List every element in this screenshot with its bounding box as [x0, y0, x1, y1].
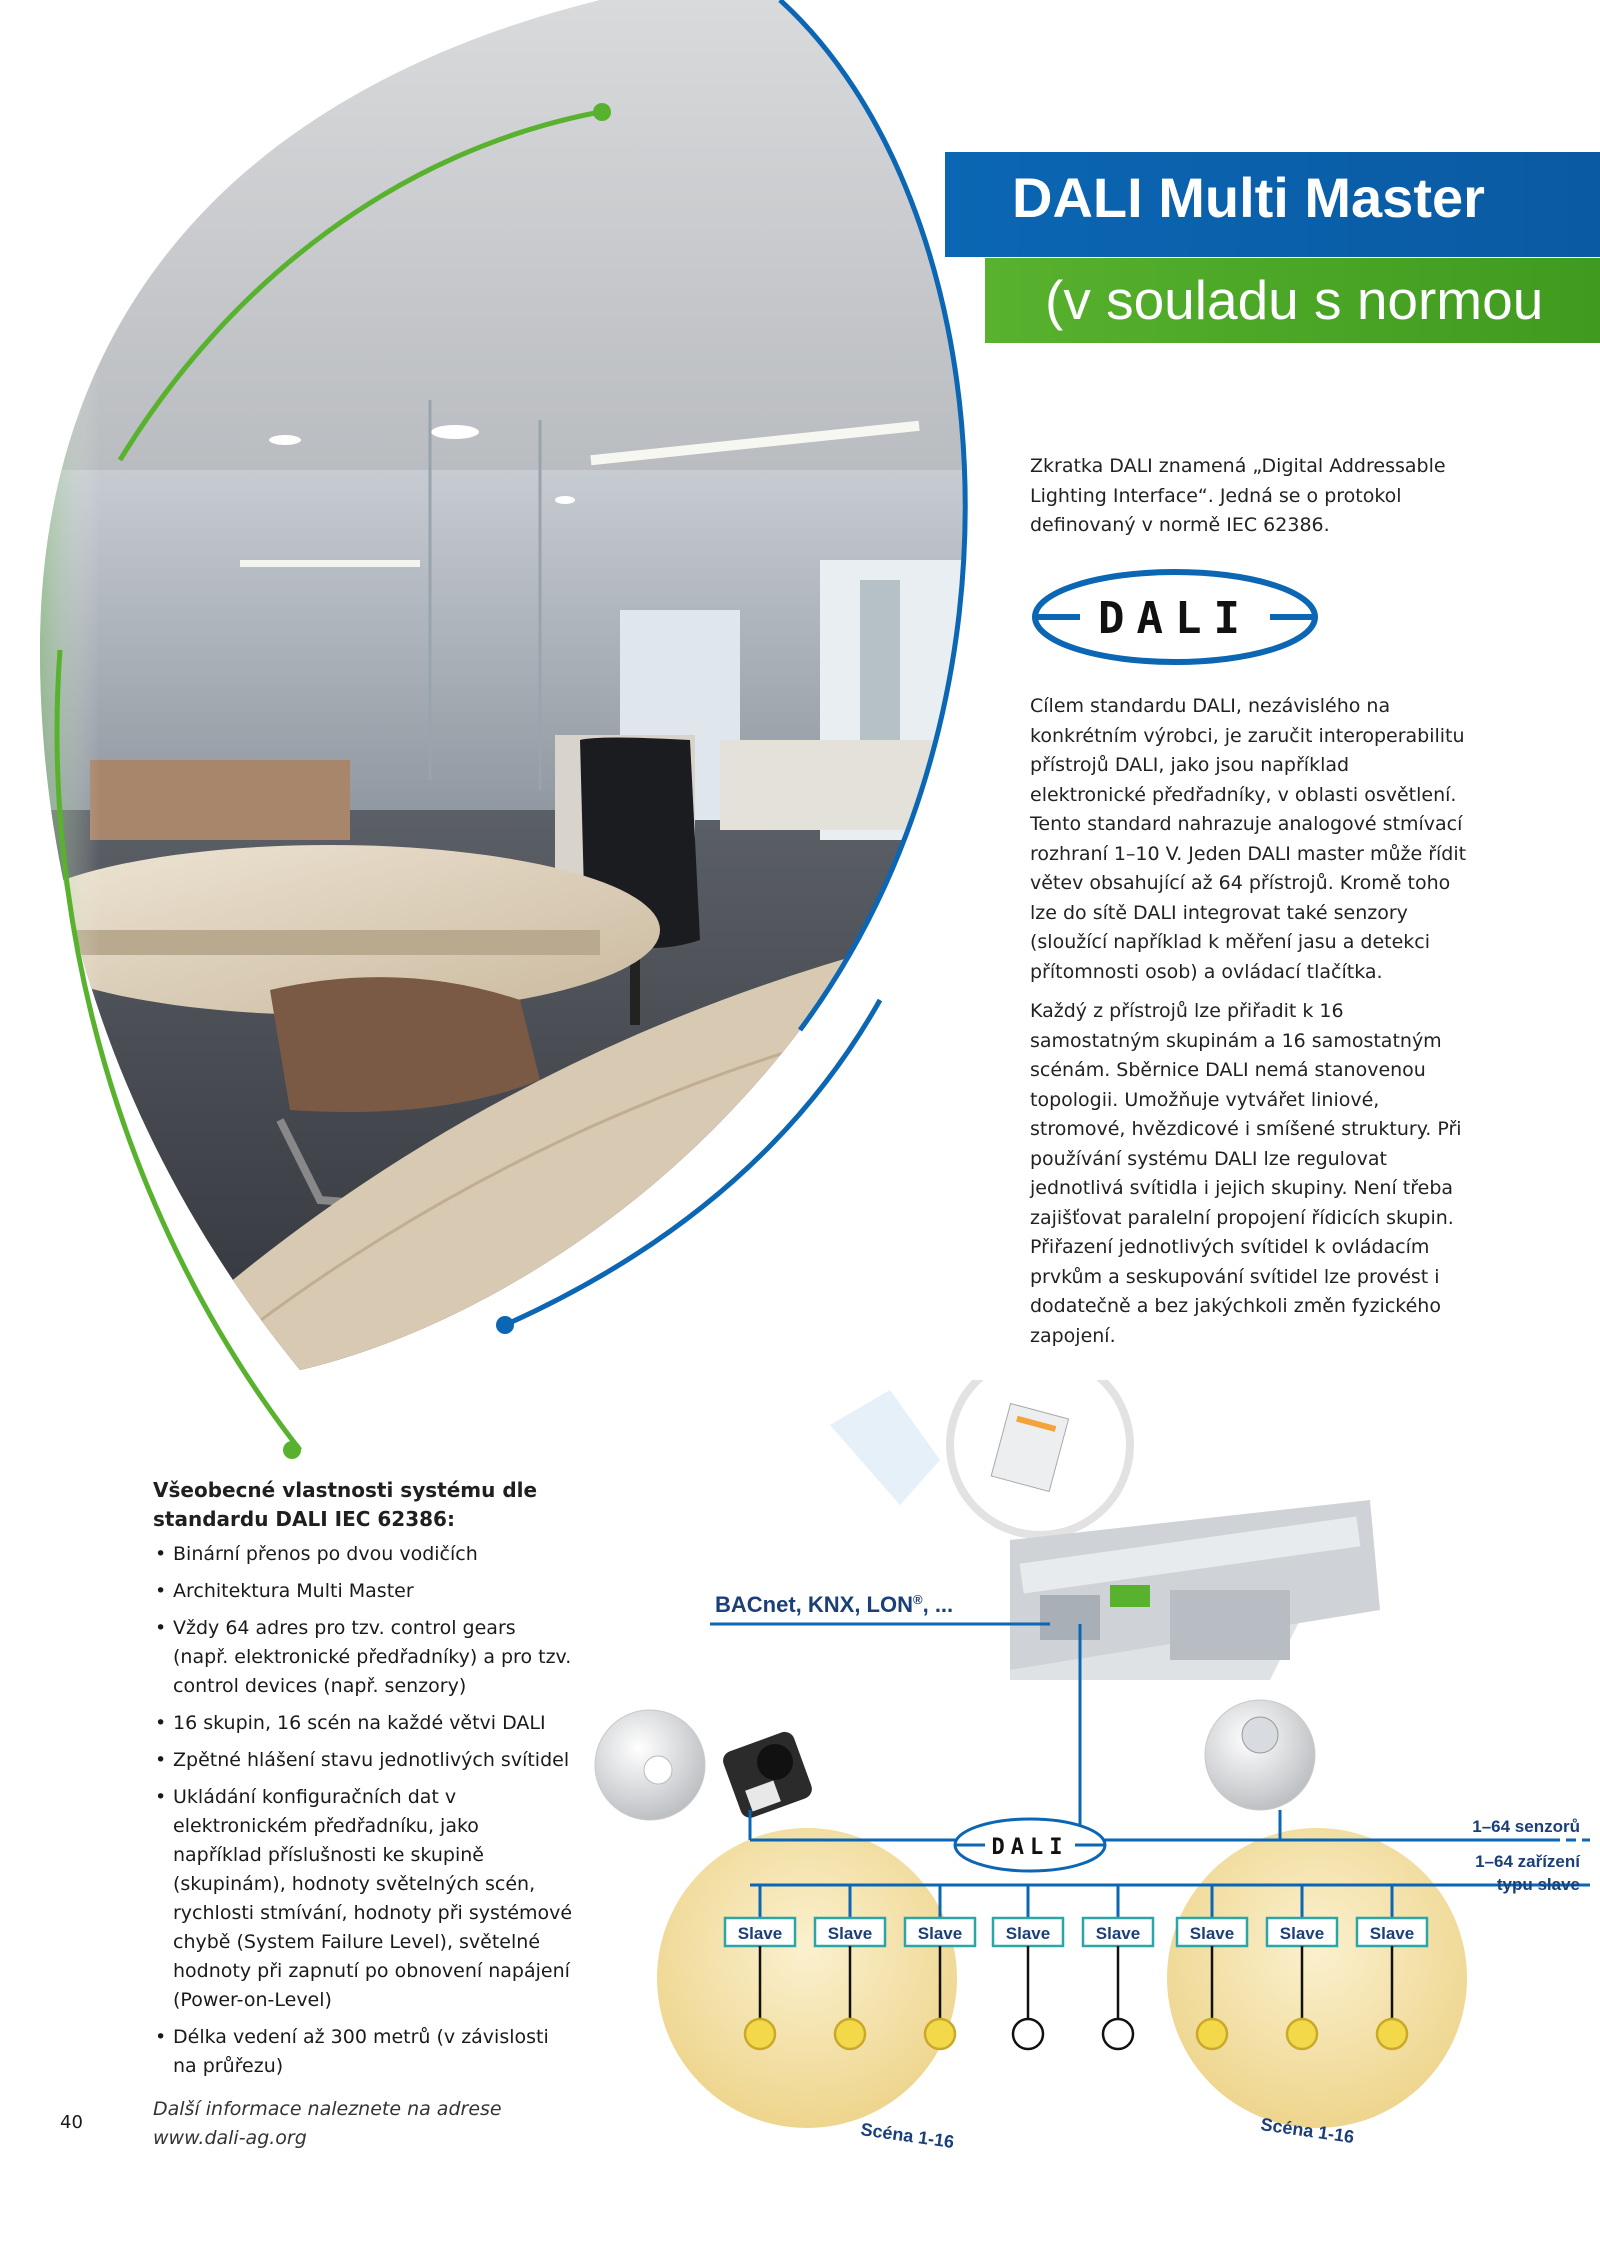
sensor-right [1205, 1700, 1315, 1810]
slave-label: Slave [827, 1924, 873, 1943]
sensors-label: 1–64 senzorů [1472, 1817, 1580, 1836]
bus-label: DALI [991, 1835, 1069, 1860]
scene-label-left: Scéna 1-16 [859, 2119, 956, 2153]
slave-label: Slave [1279, 1924, 1325, 1943]
list-item: • Vždy 64 adres pro tzv. control gears (např. elektronické předřadníky) a pro tzv. control devices (např. senzory) [153, 1614, 573, 1701]
lamp-on [1287, 2019, 1317, 2049]
lamp-on [745, 2019, 775, 2049]
devices-label-1: 1–64 zařízení [1475, 1852, 1580, 1871]
devices-label-2: typu slave [1496, 1875, 1580, 1894]
footer-note-line-2: www.dali-ag.org [153, 2127, 307, 2149]
push-button-sensor [720, 1729, 814, 1820]
lamp-on [835, 2019, 865, 2049]
slave-label: Slave [1189, 1924, 1235, 1943]
list-item: • Ukládání konfiguračních dat v elektronickém předřadníku, jako například příslušnosti ke skupině (skupinám), hodnoty světelných scén, rychlosti stmívání, hodnoty při systémové chybě (System Failure Level), světelné hodnoty při zapnutí po obnovení napájení (Power-on-Level) [153, 1783, 573, 2015]
list-item: • 16 skupin, 16 scén na každé větvi DALI [153, 1709, 573, 1738]
slave-label: Slave [1369, 1924, 1415, 1943]
list-item: • Zpětné hlášení stavu jednotlivých svítidel [153, 1746, 573, 1775]
list-item: • Architektura Multi Master [153, 1577, 573, 1606]
svg-text:DALI [1098, 593, 1252, 644]
scene-label-right: Scéna 1-16 [1259, 2114, 1356, 2148]
list-item: • Délka vedení až 300 metrů (v závislosti na průřezu) [153, 2023, 573, 2081]
main-paragraph-1: Cílem standardu DALI, nezávislého na konkrétním výrobci, je zaručit interoperabilitu přístrojů DALI, jako jsou například elektronické předřadníky, v oblasti osvětlení. Tento standard nahrazuje analogové stmívací rozhraní 1–10 V. Jeden DALI master může řídit větev obsahující až 64 přístrojů. Kromě toho lze do sítě DALI integrovat také senzory (sloužící například k měření jasu a detekci přítomnosti osob) a ovládací tlačítka. [1030, 695, 1467, 983]
lamp-on [1197, 2019, 1227, 2049]
protocols-label: BACnet, KNX, LON®, ... [715, 1592, 954, 1617]
slave-label: Slave [737, 1924, 783, 1943]
dali-diagram [580, 1380, 1600, 2160]
properties-section [153, 1476, 573, 2089]
page-number: 40 [60, 2112, 83, 2133]
list-item: • Binární přenos po dvou vodičích [153, 1540, 573, 1569]
properties-list [153, 1540, 573, 2081]
footer-note-line-1: Další informace naleznete na adrese [153, 2098, 502, 2120]
page-subtitle: (v souladu s normou [1045, 269, 1544, 331]
lamp-off [1103, 2019, 1133, 2049]
page-title: DALI Multi Master [1012, 166, 1485, 229]
dali-logo-text: DALI [1098, 593, 1252, 644]
dali-logo [1030, 567, 1320, 667]
main-text [1030, 692, 1470, 1361]
lamp-off [1013, 2019, 1043, 2049]
footer-note [153, 2095, 502, 2153]
sensor-left [595, 1710, 705, 1820]
properties-heading: Všeobecné vlastnosti systému dle standardu DALI IEC 62386: [153, 1478, 538, 1531]
slave-label: Slave [1005, 1924, 1051, 1943]
lamp-on [1377, 2019, 1407, 2049]
slave-label: Slave [917, 1924, 963, 1943]
main-paragraph-2: Každý z přístrojů lze přiřadit k 16 samostatným skupinám a 16 samostatným scénám. Sběrnice DALI nemá stanovenou topologii. Umožňuje vytvářet liniové, stromové, hvězdicové i smíšené struktury. Při používání systému DALI lze regulovat jednotlivá svítidla i jejich skupiny. Není třeba zajišťovat paralelní propojení řídicích skupin. Přiřazení jednotlivých svítidel k ovládacím prvkům a seskupování svítidel lze provést i dodatečně a bez jakýchkoli změn fyzického zapojení. [1030, 1000, 1462, 1347]
intro-paragraph: Zkratka DALI znamená „Digital Addressable Lighting Interface“. Jedná se o protokol definovaný v normě IEC 62386. [1030, 455, 1446, 536]
scene-circle-left [657, 1828, 957, 2128]
slave-label: Slave [1095, 1924, 1141, 1943]
lamp-on [925, 2019, 955, 2049]
